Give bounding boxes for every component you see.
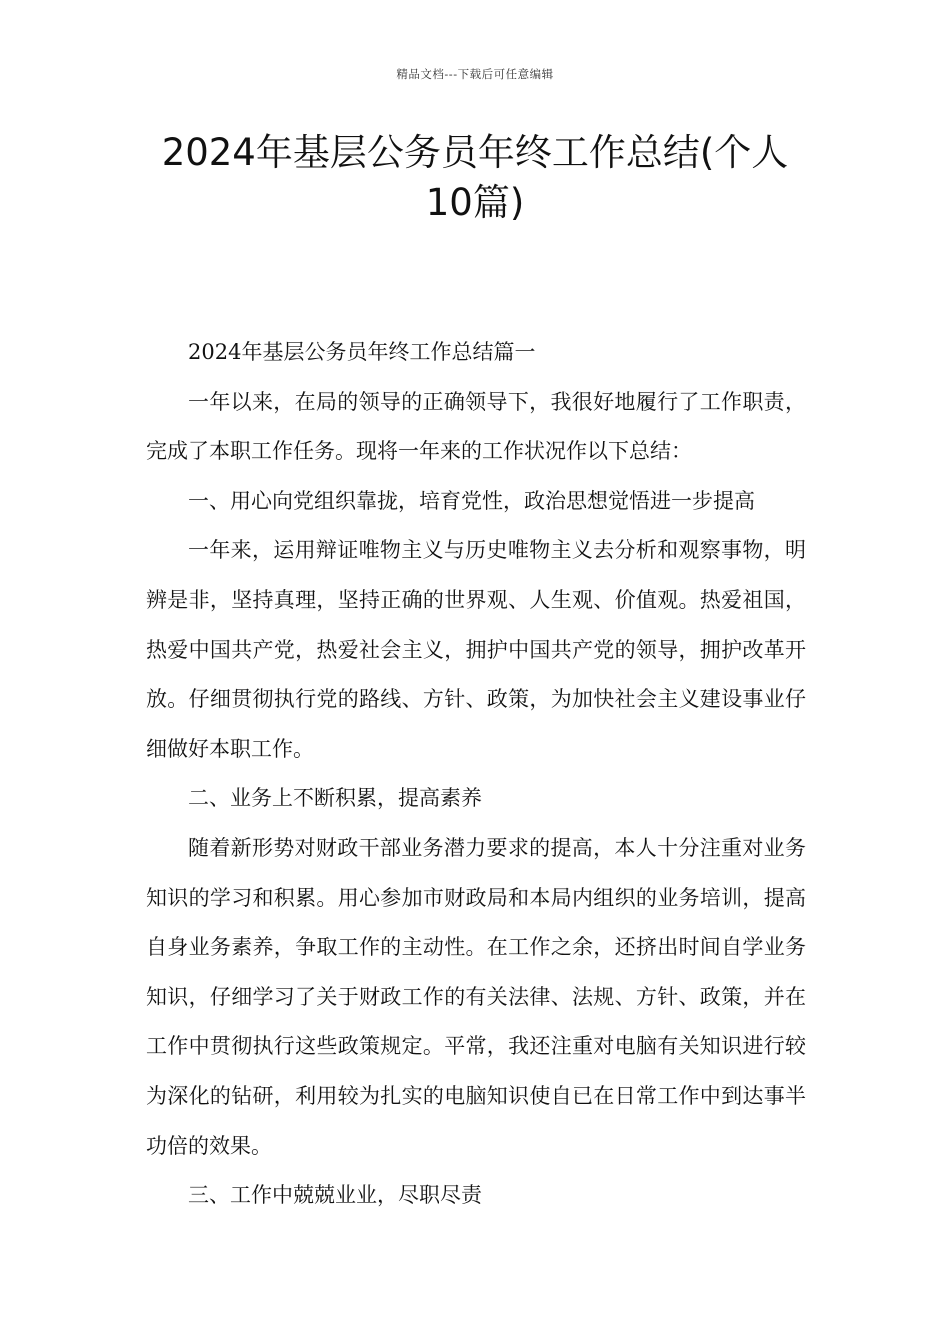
title-line-2: 10篇) — [425, 181, 525, 224]
paragraph: 随着新形势对财政干部业务潜力要求的提高，本人十分注重对业务知识的学习和积累。用心参加市财政局和本局内组织的业务培训，提高自身业务素养，争取工作的主动性。在工作之余，还挤出时间自学业务知识，仔细学习了关于财政工作的有关法律、法规、方针、政策，并在工作中贯彻执行这些政策规定。平常，我还注重对电脑有关知识进行较为深化的钻研，利用较为扎实的电脑知识使自已在日常工作中到达事半功倍的效果。 — [146, 835, 806, 1158]
paragraph: 一年来，运用辩证唯物主义与历史唯物主义去分析和观察事物，明辨是非，坚持真理，坚持正确的世界观、人生观、价值观。热爱祖国，热爱中国共产党，热爱社会主义，拥护中国共产党的领导，拥护改革开放。仔细贯彻执行党的路线、方针、政策，为加快社会主义建设事业仔细做好本职工作。 — [146, 538, 806, 761]
section-heading: 三、工作中兢兢业业，尽职尽责 — [188, 1183, 482, 1208]
document-title — [130, 128, 820, 228]
section-heading: 一、用心向党组织靠拢，培育党性，政治思想觉悟进一步提高 — [188, 488, 755, 513]
section-heading: 二、业务上不断积累，提高素养 — [188, 786, 482, 811]
document-body — [146, 328, 806, 1221]
paragraph: 一年以来，在局的领导的正确领导下，我很好地履行了工作职责，完成了本职工作任务。现将一年来的工作状况作以下总结： — [146, 389, 806, 464]
header-note: 精品文档---下载后可任意编辑 — [396, 67, 554, 81]
section-heading: 2024年基层公务员年终工作总结篇一 — [188, 340, 536, 364]
title-line-1: 2024年基层公务员年终工作总结(个人 — [161, 131, 789, 174]
